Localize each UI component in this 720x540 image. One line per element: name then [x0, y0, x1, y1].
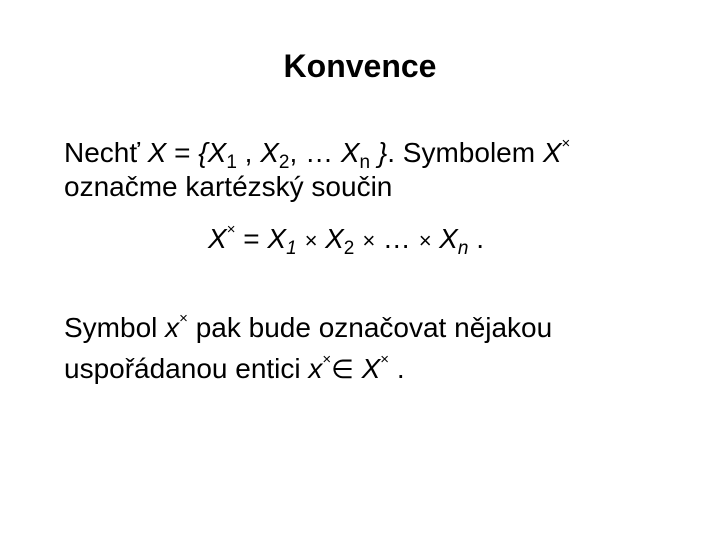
var-X-cross: X — [208, 223, 227, 254]
superscript-times: × — [179, 310, 188, 327]
period: . — [476, 223, 484, 254]
superscript-times: × — [380, 351, 390, 368]
subscript-n: n — [457, 238, 469, 259]
period: . — [396, 353, 405, 384]
ellipsis: … — [382, 223, 411, 254]
var-X1: X — [267, 223, 287, 254]
var-Xn: X — [439, 223, 458, 254]
superscript-times: × — [226, 221, 236, 238]
comma: , — [244, 137, 253, 168]
comma: , — [289, 137, 298, 168]
text-symbol: Symbol — [64, 312, 158, 343]
var-X2: X — [325, 223, 344, 254]
element-of-sign: ∈ — [331, 354, 354, 384]
subscript-2: 2 — [343, 238, 355, 259]
subscript-1: 1 — [286, 238, 297, 259]
ellipsis: … — [305, 137, 334, 168]
text-usporadanou: uspořádanou entici — [64, 353, 301, 384]
var-X: X — [147, 137, 167, 168]
var-x-cross: x — [308, 353, 323, 384]
slide-title: Konvence — [283, 48, 437, 84]
subscript-1: 1 — [226, 152, 237, 173]
paragraph-2-line-2 — [64, 352, 405, 386]
var-Xn: X — [340, 137, 360, 168]
times-sign: × — [418, 228, 432, 253]
subscript-2: 2 — [278, 152, 290, 173]
paragraph-1-line-1 — [64, 135, 571, 173]
superscript-times: × — [322, 351, 332, 368]
equals-sign: = — [174, 137, 191, 168]
var-X-cross: X — [542, 137, 562, 168]
times-sign: × — [362, 228, 375, 253]
var-x-cross: x — [165, 312, 180, 343]
superscript-times: × — [561, 135, 571, 152]
paragraph-2-line-1 — [64, 311, 552, 345]
equals-sign: = — [243, 223, 260, 254]
var-X2: X — [260, 137, 279, 168]
paragraph-1-line-2: označme kartézský součin — [64, 171, 393, 202]
text-necht: Nechť — [64, 137, 140, 168]
var-X1: X — [207, 137, 227, 168]
text-symbolem: . Symbolem — [387, 137, 536, 168]
subscript-n: n — [359, 152, 371, 173]
left-brace: { — [198, 137, 208, 168]
formula-cartesian-product — [208, 222, 484, 258]
text-pak-bude: pak bude označovat nějakou — [195, 312, 553, 343]
times-sign: × — [304, 228, 318, 253]
var-X-cross: X — [361, 353, 381, 384]
right-brace: } — [377, 137, 388, 168]
